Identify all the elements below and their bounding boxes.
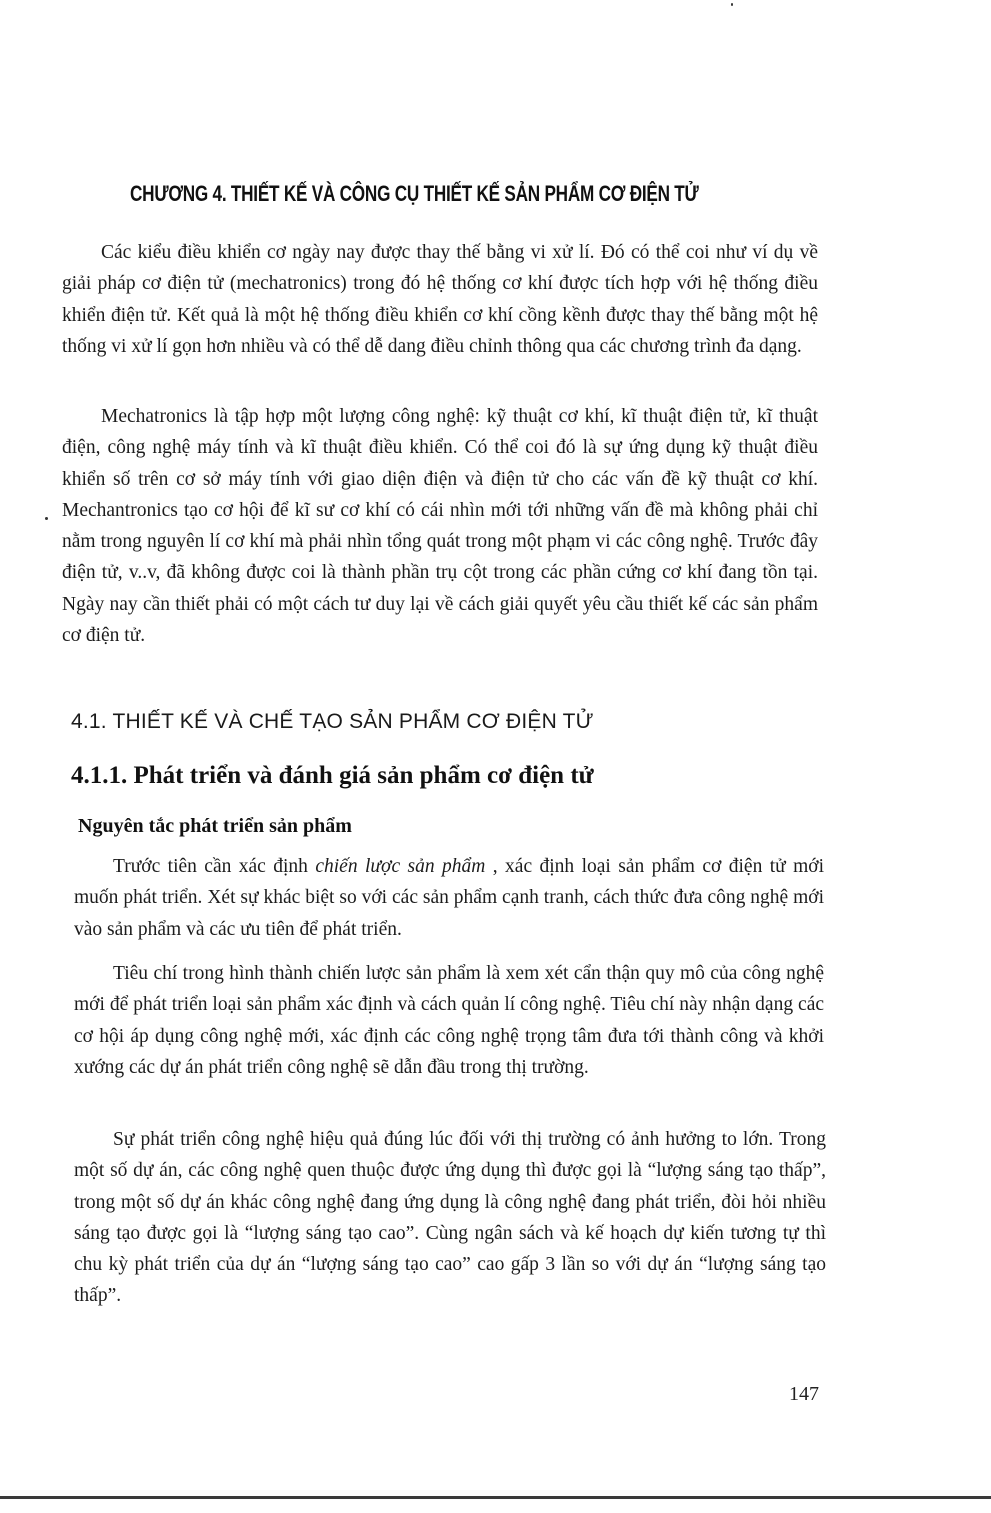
scan-speck [45, 517, 48, 520]
section-title: 4.1. THIẾT KẾ VÀ CHẾ TẠO SẢN PHẨM CƠ ĐIỆN TỬ [71, 710, 594, 733]
intro-paragraph-1: Các kiểu điều khiển cơ ngày nay được thay thế bằng vi xử lí. Đó có thể coi như ví dụ về giải pháp cơ điện tử (mechatronics) trong đó hệ thống cơ khí được tích hợp với hệ thống điều khiển điện tử. Kết quả là một hệ thống điều khiển cơ khí cồng kềnh được thay thế bằng một hệ thống vi xử lí gọn hơn nhiều và có thể dễ dang điều chỉnh thông qua các chương trình đa dạng. [62, 242, 818, 357]
subheading: Nguyên tắc phát triển sản phẩm [78, 815, 352, 837]
chapter-title: CHƯƠNG 4. THIẾT KẾ VÀ CÔNG CỤ THIẾT KẾ SẢN PHẨM CƠ ĐIỆN TỬ [130, 181, 699, 206]
body-paragraph-3: Sự phát triển công nghệ hiệu quả đúng lúc đối với thị trường có ảnh hưởng to lớn. Trong một số dự án, các công nghệ quen thuộc được ứng dụng thì được gọi là “lượng sáng tạo thấp”, trong một số dự án khác công nghệ đang ứng dụng là công nghệ đang phát triển, đòi hỏi nhiều sáng tạo được gọi là “lượng sáng tạo cao”. Cùng ngân sách và kế hoạch dự kiến tương tự thì chu kỳ phát triển của dự án “lượng sáng tạo cao” cao gấp 3 lần so với dự án “lượng sáng tạo thấp”. [74, 1129, 826, 1307]
intro-paragraph-2: Mechatronics là tập hợp một lượng công nghệ: kỹ thuật cơ khí, kĩ thuật điện tử, kĩ thuật điện, công nghệ máy tính và kĩ thuật điều khiển. Có thể coi đó là sự ứng dụng kỹ thuật điều khiển số trên cơ sở máy tính với giao diện điện và điện tử cho các vấn đề kỹ thuật cơ khí. Mechantronics tạo cơ hội để kĩ sư cơ khí có cái nhìn mới tới những vấn đề mà không phải chỉ nằm trong nguyên lí cơ khí mà phải nhìn tổng quát trong một phạm vi các công nghệ. Trước đây điện tử, v..v, đã không được coi là thành phần trụ cột trong các phần cứng cơ khí đang tồn tại. Ngày nay cần thiết phải có một cách tư duy lại về cách giải quyết yêu cầu thiết kế các sản phẩm cơ điện tử. [62, 406, 818, 647]
body-paragraph-1 [74, 851, 824, 945]
paragraph-text-after: , xác định loại sản phẩm cơ điện tử mới muốn phát triển. Xét sự khác biệt so với các sản phẩm cạnh tranh, cách thức đưa công nghệ mới vào sản phẩm và các ưu tiên để phát triển. [74, 856, 825, 940]
page-number: 147 [789, 1383, 819, 1405]
subsection-title: 4.1.1. Phát triển và đánh giá sản phẩm cơ điện tử [71, 762, 594, 789]
body-paragraph-2: Tiêu chí trong hình thành chiến lược sản phẩm là xem xét cẩn thận quy mô của công nghệ mới để phát triển loại sản phẩm xác định và cách quản lí công nghệ. Tiêu chí này nhận dạng các cơ hội áp dụng công nghệ mới, xác định các công nghệ trọng tâm đưa tới thành công và khởi xướng các dự án phát triển công nghệ sẽ dẫn đầu trong thị trường. [74, 963, 824, 1078]
scan-speck [731, 3, 733, 6]
paragraph-text-before: Trước tiên cần xác định [113, 856, 308, 877]
italic-term: chiến lược sản phẩm [315, 856, 486, 877]
scan-edge-line [0, 1496, 991, 1499]
